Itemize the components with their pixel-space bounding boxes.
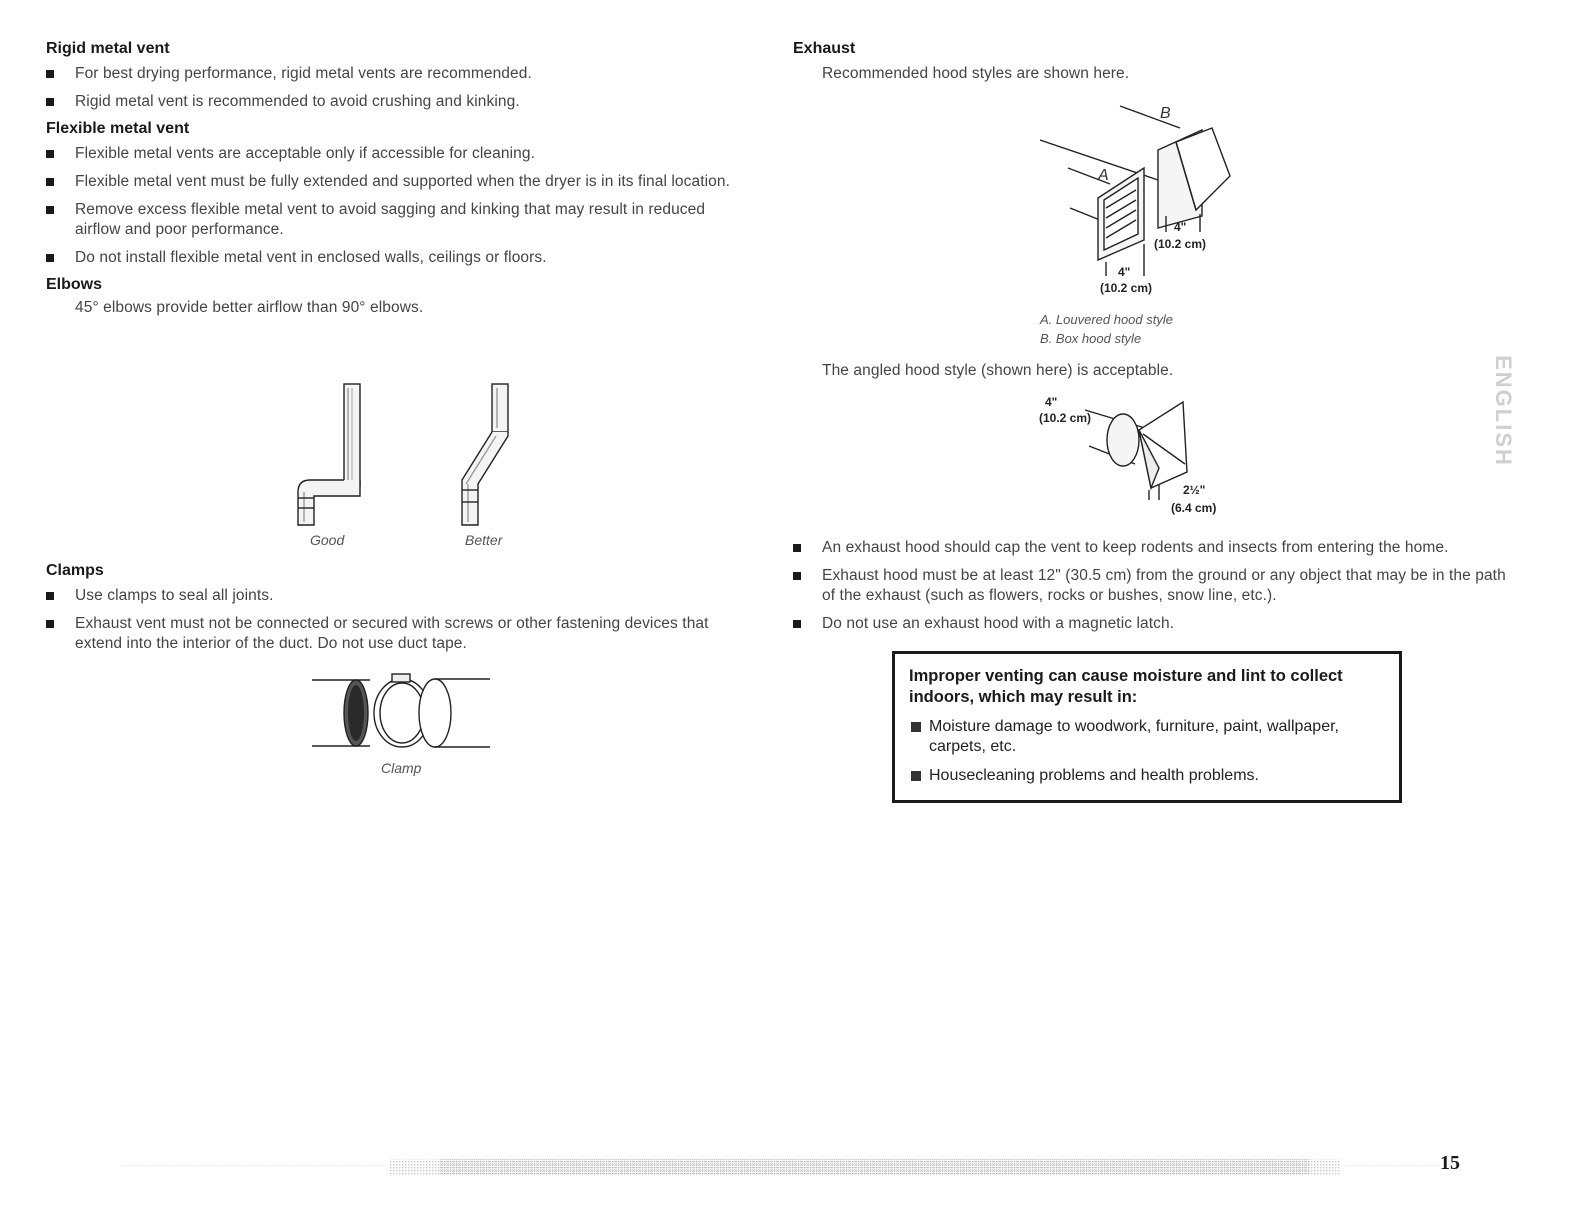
clamps-heading: Clamps (46, 562, 104, 579)
warning-box (892, 651, 1402, 803)
bullet-icon (46, 150, 54, 158)
bullet-icon (46, 254, 54, 262)
bullet-icon (793, 544, 801, 552)
list-item: Flexible metal vent must be fully extended and supported when the dryer is in its final location. (46, 172, 735, 192)
rigid-vent-list (46, 64, 746, 112)
page-number: 15 (1440, 1152, 1460, 1174)
flexible-vent-list (46, 144, 746, 268)
clamp-caption: Clamp (381, 760, 422, 776)
dim-a-cm: (10.2 cm) (1100, 281, 1153, 295)
elbows-text: 45° elbows provide better airflow than 90° elbows. (75, 299, 424, 316)
bullet-icon (911, 771, 921, 781)
list-item: Moisture damage to woodwork, furniture, paint, wallpaper, carpets, etc. (909, 717, 1385, 757)
angled-hood-text: The angled hood style (shown here) is acceptable. (822, 362, 1174, 379)
bullet-icon (46, 620, 54, 628)
rigid-vent-heading: Rigid metal vent (46, 40, 170, 57)
flexible-vent-heading: Flexible metal vent (46, 120, 190, 137)
list-item: Do not install flexible metal vent in enclosed walls, ceilings or floors. (46, 248, 746, 268)
dim-angled-cm: (10.2 cm) (1039, 411, 1092, 425)
bullet-icon (46, 98, 54, 106)
list-item: Remove excess flexible metal vent to avoid sagging and kinking that may result in reduced airflow and poor performance. (46, 200, 715, 240)
dim-b-cm: (10.2 cm) (1154, 237, 1207, 251)
list-item: Rigid metal vent is recommended to avoid crushing and kinking. (46, 92, 746, 112)
list-item: Exhaust hood must be at least 12" (30.5 cm) from the ground or any object that may be in the path of the exhaust (such as flowers, rocks or bushes, snow line, etc.). (793, 566, 1512, 606)
list-item: For best drying performance, rigid metal vents are recommended. (46, 64, 746, 84)
dim-a-inches: 4" (1118, 265, 1131, 279)
warning-heading: Improper venting can cause moisture and lint to collect indoors, which may result in: (909, 667, 1343, 706)
angled-hood-icon (1139, 402, 1187, 488)
footer-dotted-rule (120, 1155, 1440, 1179)
caption-a: A. Louvered hood style (1040, 312, 1173, 327)
bullet-icon (46, 592, 54, 600)
elbow-90-icon (298, 384, 360, 525)
left-column (46, 40, 746, 318)
list-item: Housecleaning problems and health problems. (909, 766, 1385, 786)
warning-list (909, 717, 1385, 786)
list-item: Flexible metal vents are acceptable only if accessible for cleaning. (46, 144, 746, 164)
bullet-icon (46, 206, 54, 214)
elbow-45-icon (462, 384, 508, 525)
language-label: ENGLISH (1491, 355, 1516, 467)
list-item: Exhaust vent must not be connected or secured with screws or other fastening devices that extend into the interior of the duct. Do not use duct tape. (46, 614, 746, 654)
better-caption: Better (465, 532, 503, 548)
label-a: A (1098, 167, 1109, 184)
dim-angled2-cm: (6.4 cm) (1171, 501, 1217, 515)
box-hood-icon (1158, 128, 1230, 228)
exhaust-heading: Exhaust (793, 40, 856, 57)
elbows-illustration (280, 380, 540, 530)
bullet-icon (911, 722, 921, 732)
bullet-icon (46, 178, 54, 186)
bullet-icon (46, 70, 54, 78)
bullet-icon (793, 572, 801, 580)
list-item: Use clamps to seal all joints. (46, 586, 746, 606)
right-column (793, 40, 1523, 84)
exhaust-list (793, 538, 1533, 634)
hood-styles-illustration (1040, 98, 1240, 298)
dim-angled2-inches: 2½" (1183, 483, 1206, 497)
dim-b-inches: 4" (1174, 220, 1187, 234)
clamps-list (46, 586, 746, 654)
good-caption: Good (310, 532, 345, 548)
list-item: An exhaust hood should cap the vent to keep rodents and insects from entering the home. (793, 538, 1533, 558)
angled-hood-illustration (1035, 390, 1235, 520)
bullet-icon (793, 620, 801, 628)
language-side-tab (1488, 340, 1518, 490)
list-item: Do not use an exhaust hood with a magnetic latch. (793, 614, 1533, 634)
clamp-illustration (310, 668, 495, 753)
elbows-heading: Elbows (46, 276, 103, 293)
dim-angled-inches: 4" (1045, 395, 1058, 409)
label-b: B (1160, 105, 1171, 122)
clamps-section (46, 562, 746, 654)
caption-b: B. Box hood style (1040, 331, 1142, 346)
exhaust-text: Recommended hood styles are shown here. (822, 65, 1130, 82)
